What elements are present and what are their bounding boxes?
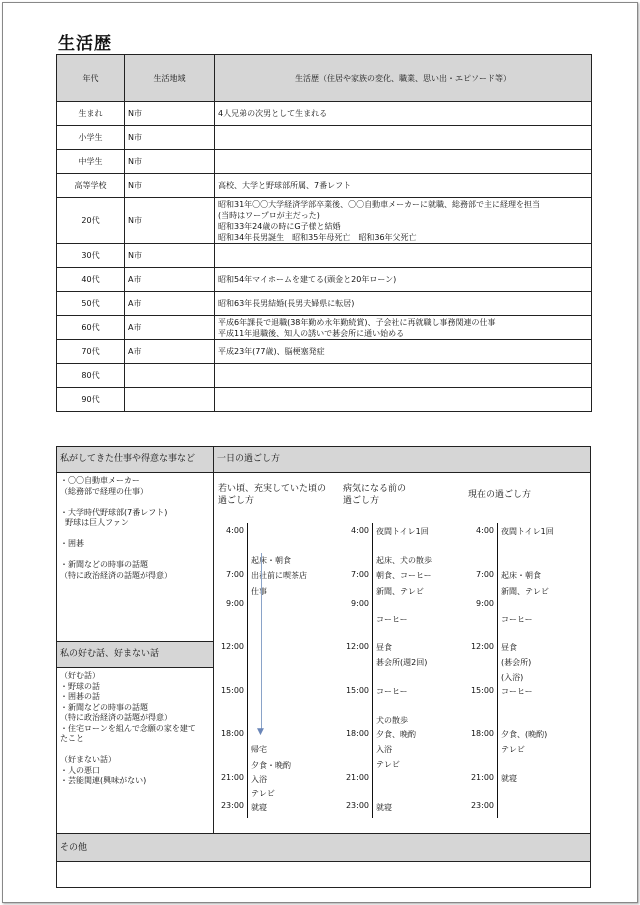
area-cell	[125, 364, 215, 388]
age-cell: 中学生	[57, 150, 125, 174]
time-label: 18:00	[345, 729, 369, 738]
age-cell: 60代	[57, 316, 125, 340]
time-label: 9:00	[476, 599, 494, 608]
area-cell: N市	[125, 198, 215, 244]
time-label: 12:00	[345, 642, 369, 651]
time-label: 9:00	[226, 599, 244, 608]
age-cell: 70代	[57, 340, 125, 364]
other-body	[56, 861, 591, 888]
history-row	[57, 316, 592, 340]
activity-label: 昼食	[376, 643, 392, 652]
work-header: 私がしてきた仕事や得意な事など	[56, 446, 214, 473]
time-label: 9:00	[351, 599, 369, 608]
day-body	[213, 472, 591, 834]
time-label: 12:00	[470, 642, 494, 651]
activity-label: 夜間トイレ1回	[501, 527, 554, 536]
activity-label: 帰宅	[251, 745, 267, 754]
history-row	[57, 102, 592, 126]
work-duration-arrow	[261, 553, 262, 731]
activity-label: 昼食	[501, 643, 517, 652]
history-cell	[215, 150, 592, 174]
age-cell: 40代	[57, 268, 125, 292]
age-cell: 30代	[57, 244, 125, 268]
area-cell: A市	[125, 340, 215, 364]
activity-label: テレビ	[501, 745, 525, 754]
history-cell: 高校、大学と野球部所属、7番レフト	[215, 174, 592, 198]
work-text: ・〇〇自動車メーカー （総務部で経理の仕事） ・大学時代野球部(7番レフト) 野球は巨人ファン ・囲碁 ・新聞などの時事の話題 （特に政治経済の話題が得意）	[56, 472, 214, 642]
activity-label: 起床・朝食	[251, 556, 291, 565]
history-cell: 4人兄弟の次男として生まれる	[215, 102, 592, 126]
history-row	[57, 150, 592, 174]
history-cell	[215, 388, 592, 412]
history-row	[57, 126, 592, 150]
history-row	[57, 268, 592, 292]
area-cell: N市	[125, 150, 215, 174]
page-title: 生活歴	[58, 34, 112, 54]
activity-label: 夕食・晩酌	[251, 761, 291, 770]
history-cell: 平成23年(77歳)、脳梗塞発症	[215, 340, 592, 364]
time-label: 23:00	[470, 801, 494, 810]
history-cell: 昭和63年長男結婚(長男夫婦県に転居)	[215, 292, 592, 316]
activity-label: 入浴	[251, 775, 267, 784]
activity-label: テレビ	[251, 789, 275, 798]
timeline-axis	[372, 523, 373, 818]
activity-label: 新聞、テレビ	[501, 587, 549, 596]
activity-label: 夕食、(晩酌)	[501, 730, 548, 739]
col1-title: 若い頃、充実していた頃の 過ごし方	[218, 484, 327, 506]
time-label: 15:00	[470, 686, 494, 695]
col2-title: 病気になる前の 過ごし方	[343, 484, 407, 506]
history-cell: 昭和31年〇〇大学経済学部卒業後、〇〇自動車メーカーに就職、総務部で主に経理を担当 (当時はワープロが主だった) 昭和33年24歳の時にG子様と結婚 昭和34年長男誕生 昭和35年母死亡 昭和36年父死亡	[215, 198, 592, 244]
activity-label: 犬の散歩	[376, 716, 408, 725]
area-cell: N市	[125, 126, 215, 150]
activity-label: 新聞、テレビ	[376, 587, 424, 596]
activity-label: 朝食、コーヒー	[376, 571, 432, 580]
activity-label: 碁会所(週2回)	[376, 658, 428, 667]
history-cell	[215, 126, 592, 150]
time-label: 4:00	[351, 526, 369, 535]
time-label: 7:00	[476, 570, 494, 579]
time-label: 18:00	[220, 729, 244, 738]
time-label: 7:00	[351, 570, 369, 579]
activity-label: 就寝	[251, 803, 267, 812]
other-header: その他	[56, 833, 591, 862]
activity-label: 夕食、晩酌	[376, 730, 416, 739]
activity-label: コーヒー	[376, 615, 408, 624]
talk-header: 私の好む話、好まない話	[56, 641, 214, 668]
time-label: 7:00	[226, 570, 244, 579]
activity-label: 就寝	[376, 803, 392, 812]
age-cell: 50代	[57, 292, 125, 316]
activity-label: (入浴)	[501, 673, 524, 682]
activity-label: 仕事	[251, 587, 267, 596]
history-row	[57, 174, 592, 198]
activity-label: 出社前に喫茶店	[251, 571, 307, 580]
activity-label: 入浴	[376, 745, 392, 754]
age-cell: 90代	[57, 388, 125, 412]
time-label: 21:00	[345, 773, 369, 782]
area-cell: A市	[125, 268, 215, 292]
time-label: 12:00	[220, 642, 244, 651]
header-age: 年代	[57, 55, 125, 102]
time-label: 21:00	[470, 773, 494, 782]
activity-label: 就寝	[501, 774, 517, 783]
age-cell: 生まれ	[57, 102, 125, 126]
time-label: 4:00	[476, 526, 494, 535]
history-cell: 平成6年課長で退職(38年勤め永年勤続賞)、子会社に再就職し事務関連の仕事 平成11年退職後、知人の誘いで碁会所に通い始める	[215, 316, 592, 340]
time-label: 4:00	[226, 526, 244, 535]
header-history: 生活歴（住居や家族の変化、職業、思い出・エピソード等）	[215, 55, 592, 102]
history-row	[57, 198, 592, 244]
activity-label: 夜間トイレ1回	[376, 527, 429, 536]
timeline-axis	[497, 523, 498, 818]
area-cell: N市	[125, 174, 215, 198]
history-cell	[215, 364, 592, 388]
history-cell	[215, 244, 592, 268]
area-cell: N市	[125, 244, 215, 268]
age-cell: 小学生	[57, 126, 125, 150]
activity-label: (碁会所)	[501, 658, 532, 667]
day-header: 一日の過ごし方	[213, 446, 591, 473]
area-cell: A市	[125, 292, 215, 316]
col3-title: 現在の過ごし方	[468, 490, 532, 500]
time-label: 21:00	[220, 773, 244, 782]
history-row	[57, 388, 592, 412]
activity-label: テレビ	[376, 760, 400, 769]
timeline-axis	[247, 523, 248, 818]
history-cell: 昭和54年マイホームを建てる(頭金と20年ローン)	[215, 268, 592, 292]
activity-label: 起床、犬の散歩	[376, 556, 432, 565]
time-label: 15:00	[220, 686, 244, 695]
history-row	[57, 364, 592, 388]
age-cell: 高等学校	[57, 174, 125, 198]
lower-section	[56, 446, 591, 888]
activity-label: コーヒー	[376, 687, 408, 696]
age-cell: 80代	[57, 364, 125, 388]
area-cell: N市	[125, 102, 215, 126]
history-row	[57, 292, 592, 316]
life-history-table	[56, 54, 592, 412]
history-row	[57, 340, 592, 364]
activity-label: 起床・朝食	[501, 571, 541, 580]
age-cell: 20代	[57, 198, 125, 244]
time-label: 18:00	[470, 729, 494, 738]
history-row	[57, 244, 592, 268]
time-label: 15:00	[345, 686, 369, 695]
arrow-down-icon: ▼	[257, 727, 264, 737]
area-cell	[125, 388, 215, 412]
area-cell: A市	[125, 316, 215, 340]
time-label: 23:00	[220, 801, 244, 810]
activity-label: コーヒー	[501, 687, 533, 696]
time-label: 23:00	[345, 801, 369, 810]
talk-text: （好む話） ・野球の話 ・囲碁の話 ・新聞などの時事の話題 （特に政治経済の話題が得意） ・住宅ローンを組んで念願の家を建て たこと （好まない話） ・人の悪口 ・芸能関連(興味がない)	[56, 667, 214, 834]
header-area: 生活地域	[125, 55, 215, 102]
activity-label: コーヒー	[501, 615, 533, 624]
